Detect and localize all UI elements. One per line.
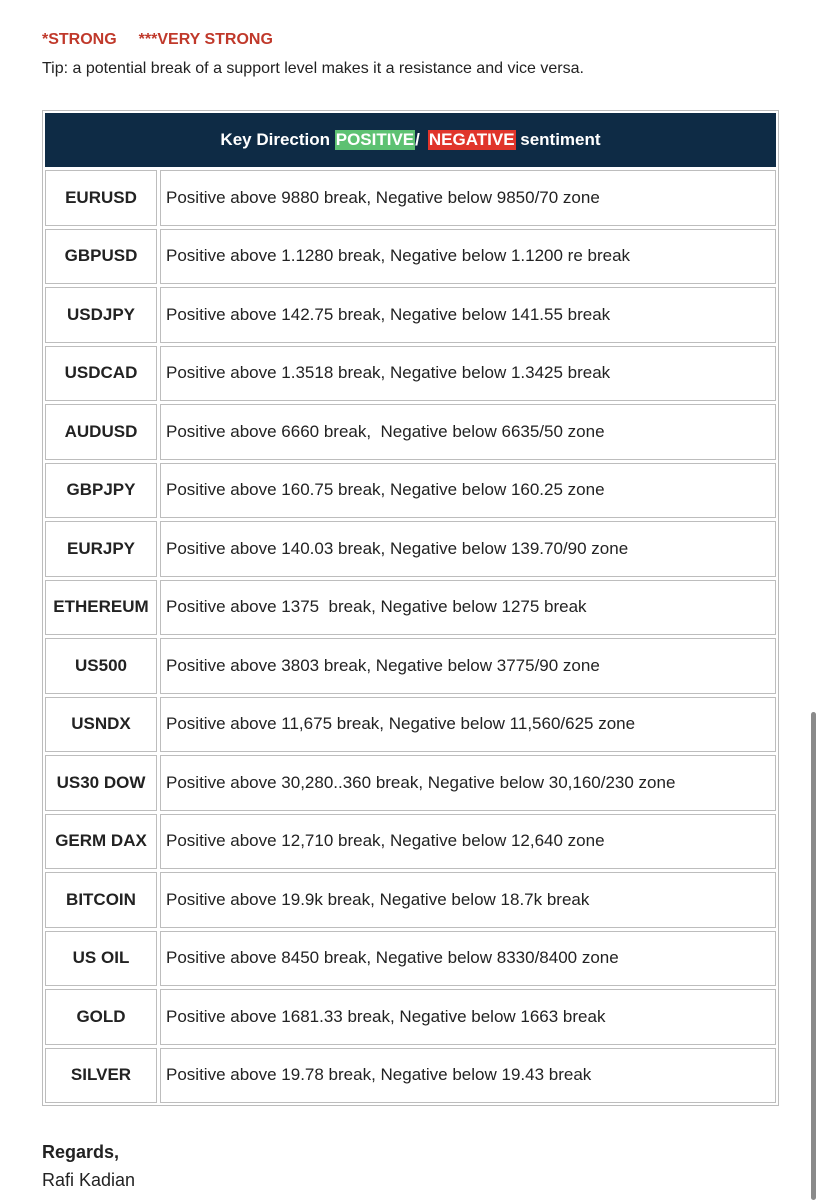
header-suffix: sentiment (515, 130, 601, 149)
legend-very-strong: ***VERY STRONG (138, 31, 273, 48)
symbol-cell: GBPJPY (45, 463, 157, 519)
table-row (45, 755, 776, 811)
table-row (45, 346, 776, 402)
symbol-cell: SILVER (45, 1048, 157, 1104)
direction-cell: Positive above 140.03 break, Negative below 139.70/90 zone (160, 521, 776, 577)
direction-cell: Positive above 19.78 break, Negative below 19.43 break (160, 1048, 776, 1104)
header-positive-highlight: POSITIVE (335, 130, 415, 149)
symbol-cell: AUDUSD (45, 404, 157, 460)
symbol-cell: USNDX (45, 697, 157, 753)
direction-cell: Positive above 11,675 break, Negative below 11,560/625 zone (160, 697, 776, 753)
direction-cell: Positive above 160.75 break, Negative below 160.25 zone (160, 463, 776, 519)
direction-cell: Positive above 1681.33 break, Negative below 1663 break (160, 989, 776, 1045)
header-slash: / (415, 130, 420, 149)
direction-cell: Positive above 19.9k break, Negative below 18.7k break (160, 872, 776, 928)
key-direction-table (42, 110, 779, 1106)
legend-strong: *STRONG (42, 31, 117, 48)
direction-cell: Positive above 8450 break, Negative below 8330/8400 zone (160, 931, 776, 987)
tip-text: Tip: a potential break of a support level makes it a resistance and vice versa. (42, 60, 584, 77)
table-row (45, 814, 776, 870)
table-row (45, 229, 776, 285)
table-row (45, 521, 776, 577)
table-row (45, 287, 776, 343)
symbol-cell: BITCOIN (45, 872, 157, 928)
direction-cell: Positive above 1.1280 break, Negative below 1.1200 re break (160, 229, 776, 285)
table-row (45, 1048, 776, 1104)
author-name: Rafi Kadian (42, 1170, 136, 1190)
direction-cell: Positive above 30,280..360 break, Negative below 30,160/230 zone (160, 755, 776, 811)
direction-cell: Positive above 6660 break, Negative below 6635/50 zone (160, 404, 776, 460)
symbol-cell: GBPUSD (45, 229, 157, 285)
symbol-cell: US30 DOW (45, 755, 157, 811)
header-negative-highlight: NEGATIVE (428, 130, 515, 149)
direction-cell: Positive above 1.3518 break, Negative below 1.3425 break (160, 346, 776, 402)
symbol-cell: EURUSD (45, 170, 157, 226)
symbol-cell: GERM DAX (45, 814, 157, 870)
table-row (45, 697, 776, 753)
symbol-cell: US500 (45, 638, 157, 694)
table-row (45, 404, 776, 460)
symbol-cell: ETHEREUM (45, 580, 157, 636)
symbol-cell: EURJPY (45, 521, 157, 577)
table-header (45, 113, 776, 167)
table-row (45, 170, 776, 226)
table-row (45, 580, 776, 636)
symbol-cell: GOLD (45, 989, 157, 1045)
direction-cell: Positive above 12,710 break, Negative below 12,640 zone (160, 814, 776, 870)
scrollbar-thumb[interactable] (811, 712, 816, 1200)
table-body (45, 170, 776, 1103)
strength-legend (42, 31, 273, 49)
direction-cell: Positive above 9880 break, Negative below 9850/70 zone (160, 170, 776, 226)
direction-cell: Positive above 1375 break, Negative below 1275 break (160, 580, 776, 636)
symbol-cell: USDCAD (45, 346, 157, 402)
table-row (45, 989, 776, 1045)
table-row (45, 931, 776, 987)
table-row (45, 638, 776, 694)
header-prefix: Key Direction (220, 130, 335, 149)
closing-regards: Regards, (42, 1142, 120, 1162)
table-row (45, 872, 776, 928)
symbol-cell: US OIL (45, 931, 157, 987)
direction-cell: Positive above 142.75 break, Negative below 141.55 break (160, 287, 776, 343)
direction-cell: Positive above 3803 break, Negative below 3775/90 zone (160, 638, 776, 694)
symbol-cell: USDJPY (45, 287, 157, 343)
table-row (45, 463, 776, 519)
